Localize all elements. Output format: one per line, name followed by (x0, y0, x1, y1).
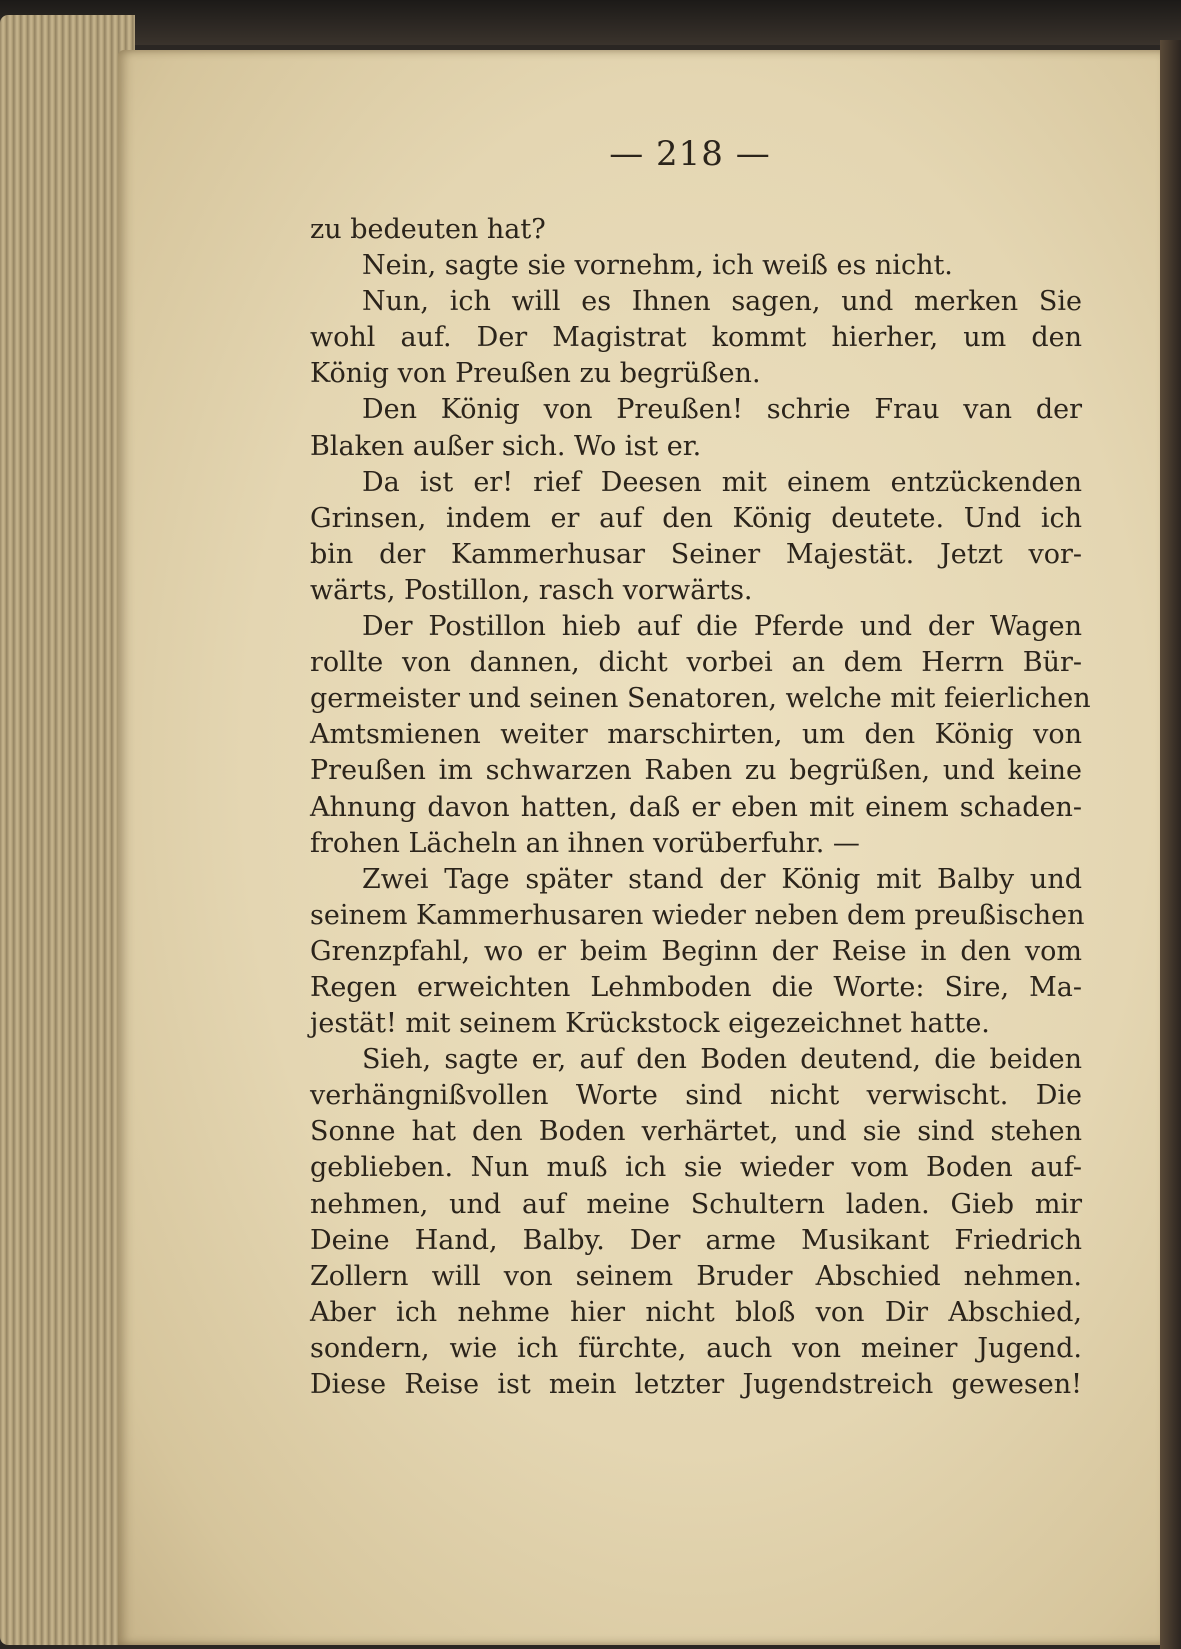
text-line: nehmen, und auf meine Schultern laden. Gieb mir (310, 1188, 1082, 1220)
page-stack-edge (0, 15, 135, 1645)
text-line: Blaken außer sich. Wo ist er. (310, 430, 702, 462)
book-spine-edge (1160, 40, 1181, 1649)
body-text (310, 212, 1091, 1403)
text-line: Nein, sagte sie vornehm, ich weiß es nicht. (362, 250, 953, 282)
text-line: jestät! mit seinem Krückstock eigezeichnet hatte. (310, 1008, 990, 1040)
text-line: Regen erweichten Lehmboden die Worte: Sire, Ma- (310, 971, 1082, 1003)
text-line: Zwei Tage später stand der König mit Balby und (362, 863, 1082, 895)
text-line: germeister und seinen Senatoren, welche mit feierlichen (310, 683, 1091, 715)
text-line: wohl auf. Der Magistrat kommt hierher, um den (310, 322, 1082, 354)
text-line: Preußen im schwarzen Raben zu begrüßen, und keine (310, 755, 1082, 787)
text-line: Ahnung davon hatten, daß er eben mit einem schaden- (310, 791, 1082, 823)
scan-background-top (0, 0, 1181, 45)
text-line: Sieh, sagte er, auf den Boden deutend, die beiden (362, 1044, 1082, 1076)
text-line: Zollern will von seinem Bruder Abschied nehmen. (310, 1260, 1082, 1292)
text-line: geblieben. Nun muß ich sie wieder vom Boden auf- (310, 1152, 1082, 1184)
text-line: Da ist er! rief Deesen mit einem entzückenden (362, 466, 1082, 498)
text-line: Grenzpfahl, wo er beim Beginn der Reise in den vom (310, 935, 1082, 967)
text-line: wärts, Postillon, rasch vorwärts. (310, 574, 753, 606)
text-line: seinem Kammerhusaren wieder neben dem preußischen (310, 899, 1085, 931)
text-line: zu bedeuten hat? (310, 214, 546, 245)
page-number: — 218 — (609, 134, 771, 174)
text-line: sondern, wie ich fürchte, auch von meiner Jugend. (310, 1332, 1082, 1364)
text-line: verhängnißvollen Worte sind nicht verwischt. Die (310, 1080, 1082, 1112)
text-line: Aber ich nehme hier nicht bloß von Dir Abschied, (310, 1296, 1082, 1328)
text-line: frohen Lächeln an ihnen vorüberfuhr. — (310, 827, 860, 859)
text-line: bin der Kammerhusar Seiner Majestät. Jetzt vor- (310, 538, 1082, 570)
text-line: Sonne hat den Boden verhärtet, und sie sind stehen (310, 1116, 1082, 1148)
text-line: Amtsmienen weiter marschirten, um den König von (310, 719, 1082, 751)
text-line: Deine Hand, Balby. Der arme Musikant Friedrich (310, 1224, 1082, 1256)
text-line: Grinsen, indem er auf den König deutete. Und ich (310, 502, 1082, 534)
text-line: Diese Reise ist mein letzter Jugendstreich gewesen! (310, 1369, 1082, 1400)
text-line: Der Postillon hieb auf die Pferde und der Wagen (362, 611, 1082, 643)
text-line: rollte von dannen, dicht vorbei an dem Herrn Bür- (310, 647, 1082, 679)
text-line: Nun, ich will es Ihnen sagen, und merken Sie (362, 286, 1082, 318)
text-line: König von Preußen zu begrüßen. (310, 358, 761, 390)
text-line: Den König von Preußen! schrie Frau van der (362, 394, 1082, 426)
